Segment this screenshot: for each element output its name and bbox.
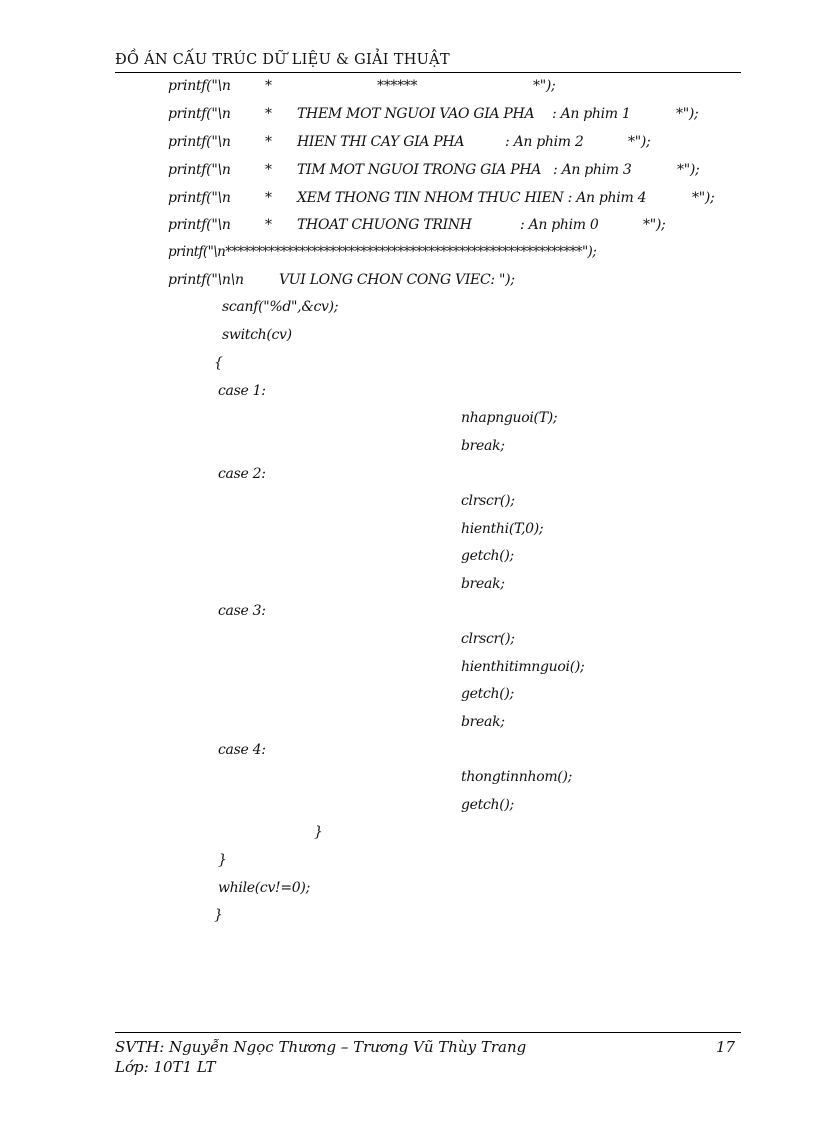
- footer-authors: SVTH: Nguyễn Ngọc Thương – Trương Vũ Thùy Trang: [115, 1038, 527, 1056]
- code-line: *");: [692, 190, 715, 206]
- page-header: [115, 50, 741, 73]
- code-line: printf("\n: [168, 134, 231, 150]
- code-line: *: [265, 106, 272, 122]
- code-line: XEM THONG TIN NHOM THUC HIEN : An phim 4: [297, 190, 647, 206]
- code-line: while(cv!=0);: [218, 880, 310, 896]
- code-line: thongtinnhom();: [461, 769, 573, 785]
- code-line: THOAT CHUONG TRINH: [297, 217, 472, 233]
- header-title: ĐỒ ÁN CẤU TRÚC DỮ LIỆU & GIẢI THUẬT: [115, 52, 450, 68]
- code-line: *");: [677, 162, 700, 178]
- code-line: printf("\n**********************************************************");: [168, 244, 597, 260]
- code-line: hienthitimnguoi();: [461, 659, 585, 675]
- code-line: *: [265, 217, 272, 233]
- code-line: *");: [676, 106, 699, 122]
- code-line: nhapnguoi(T);: [461, 410, 558, 426]
- code-line: HIEN THI CAY GIA PHA: [297, 134, 465, 150]
- code-line: }: [314, 824, 323, 840]
- code-line: }: [218, 852, 227, 868]
- code-line: : An phim 3: [553, 162, 632, 178]
- code-line: printf("\n\n: [168, 272, 244, 288]
- code-line: scanf("%d",&cv);: [222, 299, 339, 315]
- code-line: *");: [643, 217, 666, 233]
- code-line: {: [214, 355, 223, 371]
- code-line: break;: [461, 438, 505, 454]
- code-line: *: [265, 134, 272, 150]
- code-line: TIM MOT NGUOI TRONG GIA PHA: [297, 162, 542, 178]
- code-line: : An phim 0: [520, 217, 599, 233]
- code-line: break;: [461, 576, 505, 592]
- code-line: getch();: [461, 548, 514, 564]
- code-line: printf("\n: [168, 190, 231, 206]
- code-line: break;: [461, 714, 505, 730]
- code-line: case 2:: [218, 466, 266, 482]
- code-line: }: [214, 907, 223, 923]
- code-line: VUI LONG CHON CONG VIEC: ");: [279, 272, 515, 288]
- code-line: *");: [628, 134, 651, 150]
- code-line: printf("\n: [168, 78, 231, 94]
- code-line: clrscr();: [461, 493, 515, 509]
- page-number: 17: [716, 1038, 736, 1056]
- code-line: : An phim 2: [505, 134, 584, 150]
- code-line: printf("\n: [168, 217, 231, 233]
- code-line: *: [265, 78, 272, 94]
- code-line: switch(cv): [222, 327, 292, 343]
- code-line: printf("\n: [168, 106, 231, 122]
- code-line: *: [265, 162, 272, 178]
- code-line: case 1:: [218, 383, 266, 399]
- code-line: case 4:: [218, 742, 266, 758]
- code-line: : An phim 1: [552, 106, 631, 122]
- code-line: *: [265, 190, 272, 206]
- code-line: getch();: [461, 797, 514, 813]
- code-line: THEM MOT NGUOI VAO GIA PHA: [297, 106, 535, 122]
- code-line: clrscr();: [461, 631, 515, 647]
- footer-class: Lớp: 10T1 LT: [115, 1058, 216, 1076]
- footer-divider: [115, 1032, 741, 1033]
- code-line: hienthi(T,0);: [461, 521, 544, 537]
- code-line: case 3:: [218, 603, 266, 619]
- code-line: *");: [533, 78, 556, 94]
- code-line: printf("\n: [168, 162, 231, 178]
- code-line: getch();: [461, 686, 514, 702]
- code-line: ******: [377, 78, 418, 94]
